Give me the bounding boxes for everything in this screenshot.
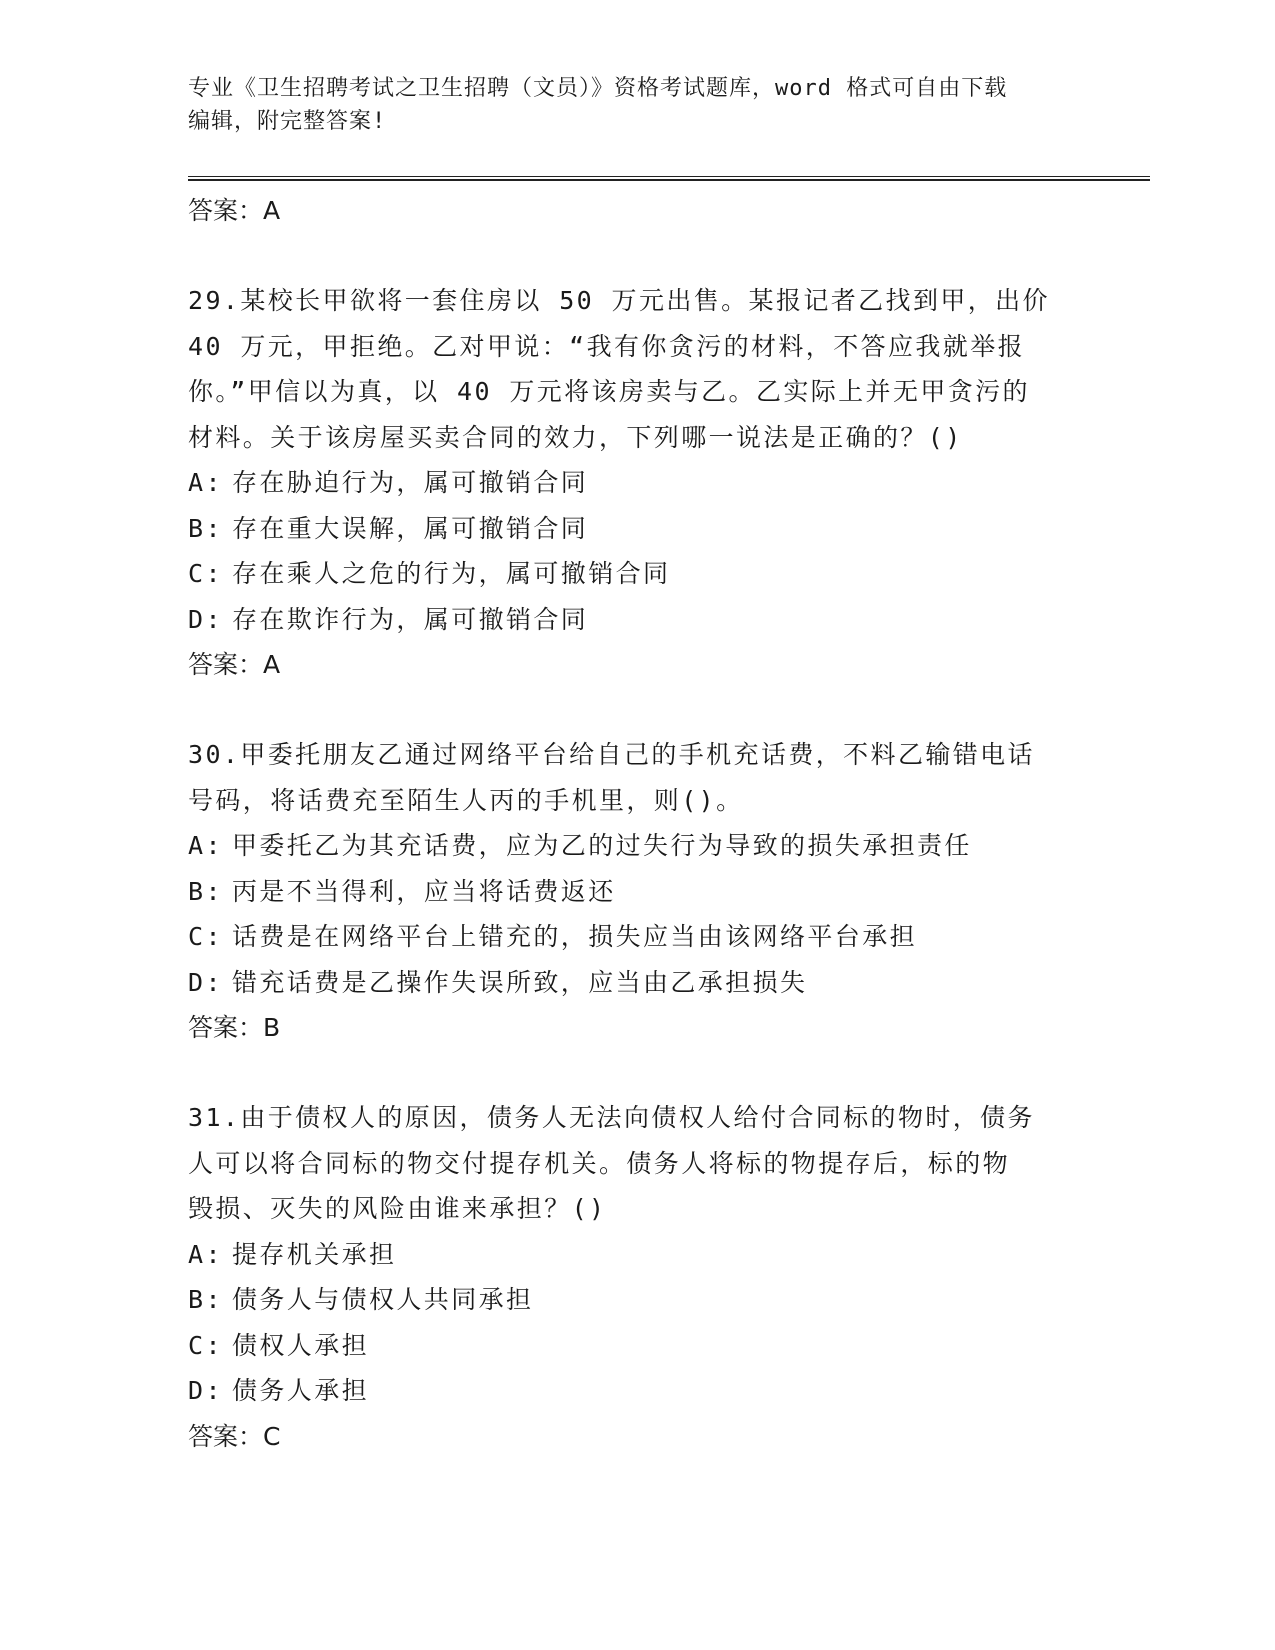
question-31 [188,1095,1148,1460]
option-letter: D: [188,604,223,634]
option-b [188,869,1148,915]
stem-line: 29.某校长甲欲将一套住房以 50 万元出售。某报记者乙找到甲，出价 [188,286,1050,315]
option-d [188,597,1148,643]
option-c [188,1323,1148,1369]
option-letter: D: [188,1376,223,1405]
header-line-2: 编辑，附完整答案! [188,109,387,134]
question-stem [188,732,1088,823]
option-c [188,914,1148,960]
option-a [188,460,1148,506]
option-text: 错充话费是乙操作失误所致，应当由乙承担损失 [232,967,808,997]
option-letter: A: [188,468,223,497]
option-text: 债务人承担 [232,1376,370,1405]
option-b [188,506,1148,552]
previous-answer: 答案：A [188,196,281,225]
header-divider [188,176,1150,181]
option-c [188,551,1148,597]
page-header [188,72,1088,138]
option-letter: D: [188,967,223,997]
option-text: 丙是不当得利，应当将话费返还 [232,876,616,906]
option-d [188,1368,1148,1414]
option-letter: A: [188,831,223,860]
option-text: 存在乘人之危的行为，属可撤销合同 [232,559,671,588]
question-stem [188,278,1088,460]
option-text: 话费是在网络平台上错充的，损失应当由该网络平台承担 [232,922,918,951]
stem-line: 40 万元，甲拒绝。乙对甲说：“我有你贪污的材料，不答应我就举报 [188,331,1026,361]
option-b [188,1277,1148,1323]
header-line-1: 专业《卫生招聘考试之卫生招聘（文员）》资格考试题库，word 格式可自由下载 [188,76,1008,101]
option-text: 债权人承担 [232,1330,370,1360]
answer-line: 答案：A [188,650,281,679]
content [188,188,1148,1460]
option-text: 存在欺诈行为，属可撤销合同 [232,604,589,634]
answer-line: 答案：C [188,1421,281,1451]
option-a [188,1232,1148,1278]
stem-line: 材料。关于该房屋买卖合同的效力，下列哪一说法是正确的？() [188,422,963,452]
option-letter: C: [188,1330,223,1360]
question-stem [188,1095,1088,1232]
stem-line: 你。”甲信以为真，以 40 万元将该房卖与乙。乙实际上并无甲贪污的 [188,377,1030,406]
option-letter: B: [188,1285,223,1314]
stem-line: 号码，将话费充至陌生人丙的手机里，则()。 [188,785,744,815]
option-text: 甲委托乙为其充话费，应为乙的过失行为导致的损失承担责任 [232,831,972,860]
option-letter: B: [188,876,223,906]
option-d [188,960,1148,1006]
question-29 [188,278,1148,688]
option-letter: B: [188,513,223,543]
option-text: 债务人与债权人共同承担 [232,1285,534,1314]
stem-line: 30.甲委托朋友乙通过网络平台给自己的手机充话费，不料乙输错电话 [188,740,1035,769]
option-text: 提存机关承担 [232,1239,397,1269]
option-letter: C: [188,559,223,588]
option-letter: C: [188,922,223,951]
stem-line: 人可以将合同标的物交付提存机关。债务人将标的物提存后，标的物 [188,1148,1011,1178]
option-text: 存在重大误解，属可撤销合同 [232,513,589,543]
option-a [188,823,1148,869]
stem-line: 31.由于债权人的原因，债务人无法向债权人给付合同标的物时，债务 [188,1103,1035,1132]
option-text: 存在胁迫行为，属可撤销合同 [232,468,589,497]
option-letter: A: [188,1239,223,1269]
answer-line: 答案：B [188,1013,281,1042]
question-30 [188,732,1148,1051]
stem-line: 毁损、灭失的风险由谁来承担？() [188,1194,607,1223]
